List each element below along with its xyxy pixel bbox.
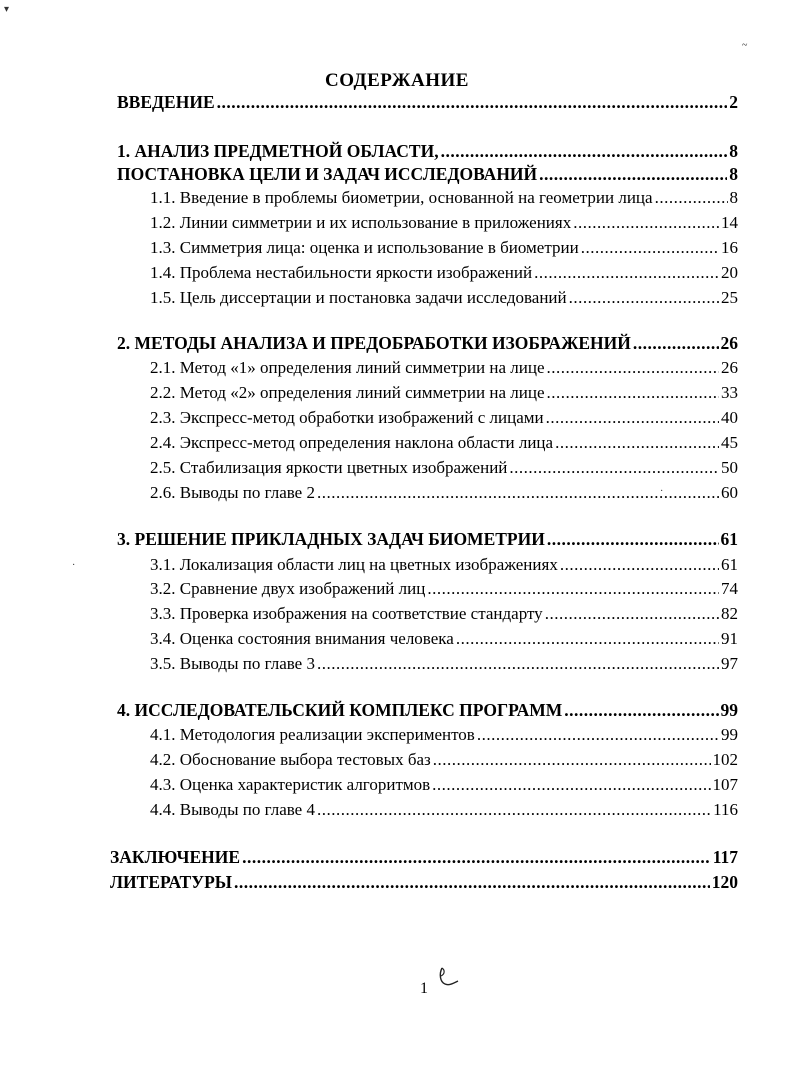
toc-page-number: 97 bbox=[721, 654, 738, 673]
toc-label: 3.4. Оценка состояния внимания человека bbox=[150, 629, 454, 648]
toc-entry-1-4 bbox=[150, 261, 738, 285]
toc-label: 3.1. Локализация области лиц на цветных изображениях bbox=[150, 555, 558, 574]
scan-speck-icon: · bbox=[660, 486, 664, 497]
toc-entry-2-1 bbox=[150, 356, 738, 380]
toc-leader bbox=[441, 139, 728, 163]
toc-page-number: 26 bbox=[721, 358, 738, 377]
toc-page-number: 117 bbox=[712, 847, 738, 867]
toc-entry-4-3 bbox=[150, 773, 738, 797]
toc-leader bbox=[569, 286, 719, 310]
toc-page-number: 50 bbox=[721, 458, 738, 477]
toc-leader bbox=[547, 381, 720, 405]
toc-entry-1-5 bbox=[150, 286, 738, 310]
toc-page-number: 25 bbox=[721, 288, 738, 307]
toc-page-number: 99 bbox=[720, 700, 738, 720]
toc-leader bbox=[242, 845, 711, 869]
toc-entry-1-1 bbox=[150, 186, 738, 210]
toc-entry-4-1 bbox=[150, 723, 738, 747]
toc-label: 1.4. Проблема нестабильности яркости изображений bbox=[150, 263, 533, 282]
toc-page-number: 16 bbox=[721, 238, 738, 257]
toc-leader bbox=[564, 698, 718, 722]
toc-entry-3-3 bbox=[150, 602, 738, 626]
toc-label: 1.1. Введение в проблемы биометрии, основанной на геометрии лица bbox=[150, 188, 653, 207]
toc-leader bbox=[427, 577, 719, 601]
toc-label: 3.3. Проверка изображения на соответствие стандарту bbox=[150, 604, 543, 623]
toc-leader bbox=[573, 211, 719, 235]
toc-page-number: 26 bbox=[720, 333, 738, 353]
toc-label: 2.3. Экспресс-метод обработки изображений с лицами bbox=[150, 408, 544, 427]
toc-leader bbox=[581, 236, 719, 260]
toc-label: 2.4. Экспресс-метод определения наклона области лица bbox=[150, 433, 554, 452]
toc-leader bbox=[555, 431, 719, 455]
toc-label: 1.2. Линии симметрии и их использование в приложениях bbox=[150, 213, 572, 232]
toc-label: 4.2. Обоснование выбора тестовых баз bbox=[150, 750, 431, 769]
toc-label: 1.5. Цель диссертации и постановка задачи исследований bbox=[150, 288, 567, 307]
toc-page-number: 8 bbox=[729, 141, 738, 161]
toc-leader bbox=[534, 261, 719, 285]
toc-page-number: 91 bbox=[721, 629, 738, 648]
toc-label: ЗАКЛЮЧЕНИЕ bbox=[110, 847, 241, 867]
toc-leader bbox=[217, 90, 728, 114]
toc-leader bbox=[317, 652, 719, 676]
toc-entry-chapter-4 bbox=[117, 698, 738, 722]
toc-page-number: 99 bbox=[721, 725, 738, 744]
toc-page-number: 2 bbox=[729, 92, 738, 112]
toc-entry-4-2 bbox=[150, 748, 738, 772]
toc-page-number: 33 bbox=[721, 383, 738, 402]
toc-entry-2-2 bbox=[150, 381, 738, 405]
toc-leader bbox=[545, 602, 719, 626]
toc-page-number: 120 bbox=[711, 872, 738, 892]
toc-leader bbox=[547, 527, 719, 551]
toc-leader bbox=[456, 627, 719, 651]
page-number: 1 bbox=[420, 980, 428, 997]
toc-label: 1. АНАЛИЗ ПРЕДМЕТНОЙ ОБЛАСТИ, bbox=[117, 141, 439, 161]
toc-page-number: 82 bbox=[721, 604, 738, 623]
scan-speck-icon: ▾ bbox=[4, 4, 10, 15]
toc-label: 2. МЕТОДЫ АНАЛИЗА И ПРЕДОБРАБОТКИ ИЗОБРАЖЕНИЙ bbox=[117, 333, 631, 353]
toc-leader bbox=[547, 356, 720, 380]
toc-entry-chapter-3 bbox=[117, 527, 738, 551]
toc-page-number: 45 bbox=[721, 433, 738, 452]
toc-label: 2.2. Метод «2» определения линий симметрии на лице bbox=[150, 383, 545, 402]
toc-label: 4.1. Методология реализации экспериментов bbox=[150, 725, 475, 744]
toc-leader bbox=[432, 773, 710, 797]
toc-entry-3-5 bbox=[150, 652, 738, 676]
toc-leader bbox=[539, 162, 727, 186]
toc-page-number: 60 bbox=[721, 483, 738, 502]
toc-leader bbox=[655, 186, 728, 210]
toc-label: 4.3. Оценка характеристик алгоритмов bbox=[150, 775, 431, 794]
scan-speck-icon: · bbox=[72, 560, 76, 571]
toc-leader bbox=[509, 456, 719, 480]
toc-label: 3.2. Сравнение двух изображений лиц bbox=[150, 579, 426, 598]
toc-entry-4-4 bbox=[150, 798, 738, 822]
toc-label: 4.4. Выводы по главе 4 bbox=[150, 800, 315, 819]
toc-leader bbox=[317, 481, 719, 505]
toc-page-number: 102 bbox=[712, 750, 738, 769]
toc-entry-chapter-1 bbox=[117, 139, 738, 163]
toc-label: 3. РЕШЕНИЕ ПРИКЛАДНЫХ ЗАДАЧ БИОМЕТРИИ bbox=[117, 529, 545, 549]
toc-entry-conclusion bbox=[110, 845, 738, 869]
toc-entry-2-6 bbox=[150, 481, 738, 505]
toc-label: 3.5. Выводы по главе 3 bbox=[150, 654, 315, 673]
toc-label: 1.3. Симметрия лица: оценка и использование в биометрии bbox=[150, 238, 579, 257]
toc-entry-3-1 bbox=[150, 553, 738, 577]
toc-leader bbox=[546, 406, 719, 430]
toc-label: 4. ИССЛЕДОВАТЕЛЬСКИЙ КОМПЛЕКС ПРОГРАММ bbox=[117, 700, 563, 720]
toc-leader bbox=[317, 798, 711, 822]
toc-entry-3-2 bbox=[150, 577, 738, 601]
toc-page-number: 20 bbox=[721, 263, 738, 282]
toc-leader bbox=[477, 723, 719, 747]
toc-label: 2.6. Выводы по главе 2 bbox=[150, 483, 315, 502]
toc-entry-references bbox=[110, 870, 738, 894]
toc-entry-3-4 bbox=[150, 627, 738, 651]
toc-page-number: 61 bbox=[721, 555, 738, 574]
toc-entry-1-2 bbox=[150, 211, 738, 235]
toc-entry-2-4 bbox=[150, 431, 738, 455]
toc-entry-2-3 bbox=[150, 406, 738, 430]
toc-page-number: 61 bbox=[720, 529, 738, 549]
toc-page-number: 8 bbox=[729, 164, 738, 184]
toc-entry-1-3 bbox=[150, 236, 738, 260]
toc-page-number: 107 bbox=[712, 775, 738, 794]
toc-leader bbox=[234, 870, 710, 894]
toc-label: 2.5. Стабилизация яркости цветных изображений bbox=[150, 458, 508, 477]
toc-entry-2-5 bbox=[150, 456, 738, 480]
toc-page-number: 14 bbox=[721, 213, 738, 232]
toc-page-number: 8 bbox=[729, 188, 738, 207]
toc-leader bbox=[560, 553, 719, 577]
toc-page-number: 116 bbox=[713, 800, 738, 819]
toc-entry-chapter-2 bbox=[117, 331, 738, 355]
scan-speck-icon: ~ bbox=[742, 40, 748, 51]
toc-label: ПОСТАНОВКА ЦЕЛИ И ЗАДАЧ ИССЛЕДОВАНИЙ bbox=[117, 164, 538, 184]
handwritten-mark-icon bbox=[436, 966, 462, 988]
toc-leader bbox=[433, 748, 711, 772]
toc-label: ЛИТЕРАТУРЫ bbox=[110, 872, 232, 892]
toc-page-number: 74 bbox=[721, 579, 738, 598]
toc-entry-introduction bbox=[117, 90, 738, 114]
toc-label: 2.1. Метод «1» определения линий симметрии на лице bbox=[150, 358, 545, 377]
page-title: СОДЕРЖАНИЕ bbox=[325, 70, 469, 91]
toc-leader bbox=[633, 331, 719, 355]
toc-entry-chapter-1-cont bbox=[117, 162, 738, 186]
toc-page-number: 40 bbox=[721, 408, 738, 427]
toc-label: ВВЕДЕНИЕ bbox=[117, 92, 215, 112]
